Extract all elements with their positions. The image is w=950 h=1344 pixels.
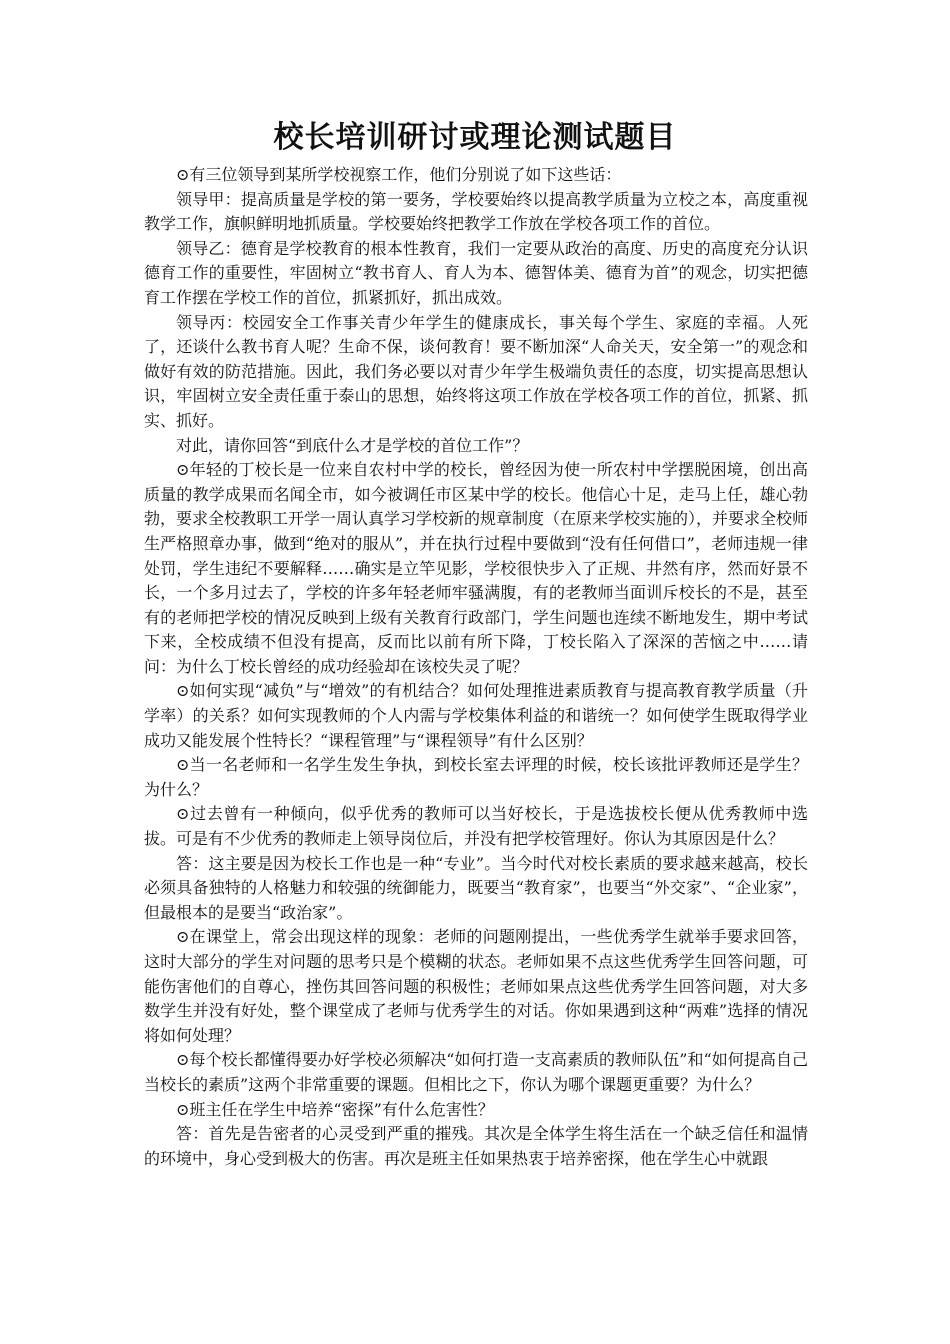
document-title: 校长培训研讨或理论测试题目 [273,120,677,155]
paragraph: 领导丙：校园安全工作事关青少年学生的健康成长，事关每个学生、家庭的幸福。人死了，还谈什么教书育人呢？生命不保，谈何教育！要不断加深“人命关天，安全第一”的观念和做好有效的防范措施。因此，我们务必要以对青少年学生极端负责任的态度，切实提高思想认识，牢固树立安全责任重于泰山的思想，始终将这项工作放在学校各项工作的首位，抓紧、抓实、抓好。 [144,312,808,430]
paragraph: 领导乙：德育是学校教育的根本性教育，我们一定要从政治的高度、历史的高度充分认识德育工作的重要性，牢固树立“教书育人、育人为本、德智体美、德育为首”的观念，切实把德育工作摆在学校工作的首位，抓紧抓好，抓出成效。 [144,238,808,307]
paragraph: ⊙当一名老师和一名学生发生争执，到校长室去评理的时候，校长该批评教师还是学生？为什么？ [144,755,808,799]
paragraph: 答：这主要是因为校长工作也是一种“专业”。当今时代对校长素质的要求越来越高，校长必须具备独特的人格魅力和较强的统御能力，既要当“教育家”，也要当“外交家”、“企业家”，但最根本的是要当“政治家”。 [144,853,808,922]
paragraph: 答：首先是告密者的心灵受到严重的摧残。其次是全体学生将生活在一个缺乏信任和温情的环境中，身心受到极大的伤害。再次是班主任如果热衷于培养密探，他在学生心中就跟 [144,1124,808,1168]
paragraph: 对此，请你回答“到底什么才是学校的首位工作”？ [176,435,529,455]
paragraph: ⊙过去曾有一种倾向，似乎优秀的教师可以当好校长，于是选拔校长便从优秀教师中选拔。可是有不少优秀的教师走上领导岗位后，并没有把学校管理好。你认为其原因是什么？ [144,804,808,849]
paragraph: ⊙在课堂上，常会出现这样的现象：老师的问题刚提出，一些优秀学生就举手要求回答，这时大部分的学生对问题的思考只是个模糊的状态。老师如果不点这些优秀学生回答问题，可能伤害他们的自尊心，挫伤其回答问题的积极性；老师如果点这些优秀学生回答问题，对大多数学生并没有好处，整个课堂成了老师与优秀学生的对话。你如果遇到这种“两难”选择的情况将如何处理？ [144,927,808,1045]
paragraph: ⊙有三位领导到某所学校视察工作，他们分别说了如下这些话： [176,165,622,184]
paragraph: ⊙每个校长都懂得要办好学校必须解决“如何打造一支高素质的教师队伍”和“如何提高自己当校长的素质”这两个非常重要的课题。但相比之下，你认为哪个课题更重要？为什么？ [144,1050,808,1094]
document-body [144,163,808,1171]
paragraph: ⊙如何实现“减负”与“增效”的有机结合？如何处理推进素质教育与提高教育教学质量（升学率）的关系？如何实现教师的个人内需与学校集体利益的和谐统一？如何使学生既取得学业成功又能发展个性特长？“课程管理”与“课程领导”有什么区别？ [144,681,808,750]
paragraph: 领导甲：提高质量是学校的第一要务，学校要始终以提高教学质量为立校之本，高度重视教学工作，旗帜鲜明地抓质量。学校要始终把教学工作放在学校各项工作的首位。 [144,189,808,234]
paragraph: ⊙年轻的丁校长是一位来自农村中学的校长，曾经因为使一所农村中学摆脱困境，创出高质量的教学成果而名闻全市，如今被调任市区某中学的校长。他信心十足，走马上任，雄心勃勃，要求全校教职工开学一周认真学习学校新的规章制度（在原来学校实施的），并要求全校师生严格照章办事，做到“绝对的服从”，并在执行过程中要做到“没有任何借口”，老师违规一律处罚，学生违纪不要解释……确实是立竿见影，学校很快步入了正规、井然有序，然而好景不长，一个多月过去了，学校的许多年轻老师牢骚满腹，有的老教师当面训斥校长的不是，甚至有的老师把学校的情况反映到上级有关教育行政部门，学生问题也连续不断地发生，期中考试下来，全校成绩不但没有提高，反而比以前有所下降，丁校长陷入了深深的苦恼之中……请问：为什么丁校长曾经的成功经验却在该校失灵了呢？ [144,460,809,676]
paragraph: ⊙班主任在学生中培养“密探”有什么危害性？ [176,1099,494,1119]
